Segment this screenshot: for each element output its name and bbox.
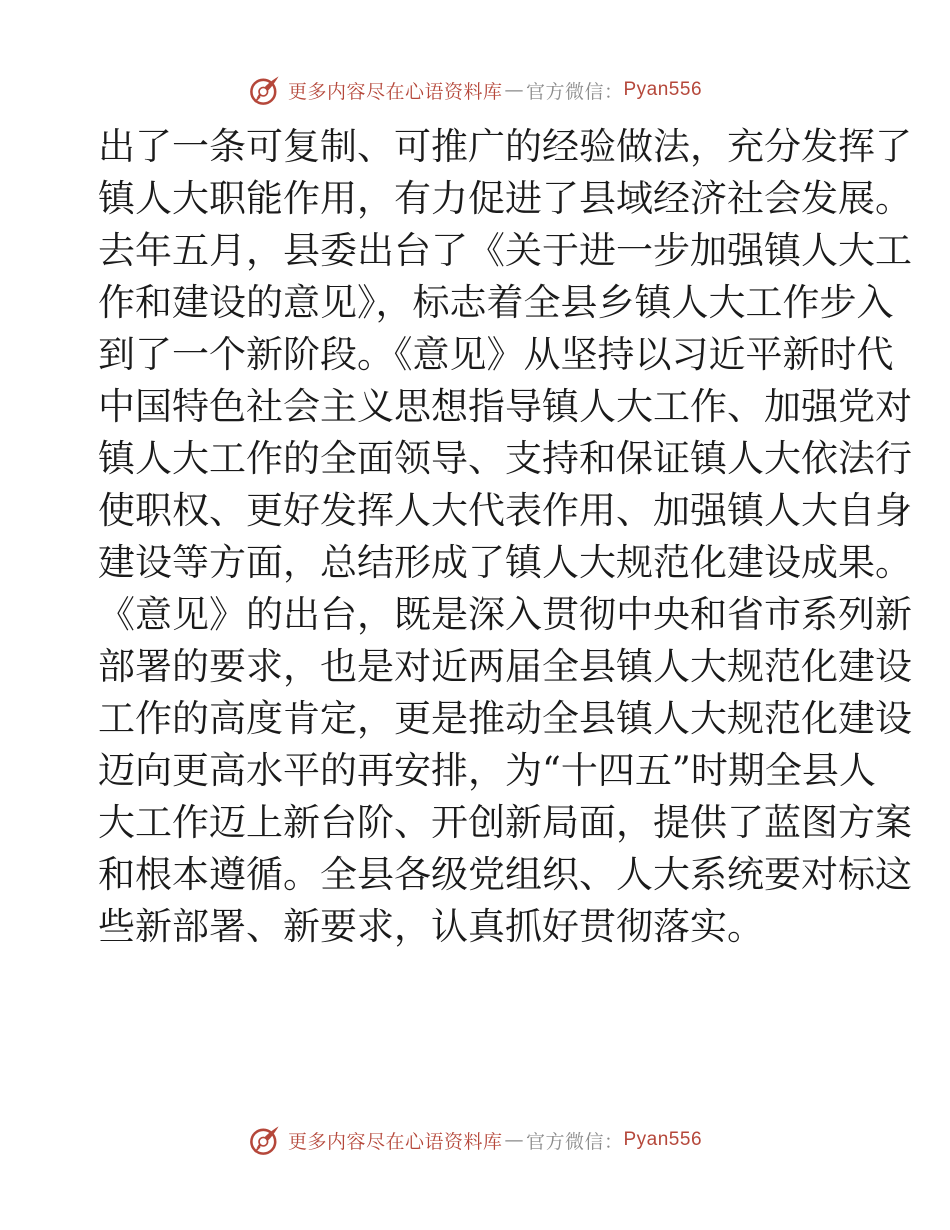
header-site-text: 更多内容尽在心语资料库 <box>287 80 503 103</box>
text-line: 些新部署、新要求，认真抓好贯彻落实。 <box>98 905 764 948</box>
text-line: 出了一条可复制、可推广的经验做法，充分发挥了 <box>98 125 912 168</box>
text-line: 到了一个新阶段。《意见》从坚持以习近平新时代 <box>98 333 894 376</box>
text-line: 部署的要求，也是对近两届全县镇人大规范化建设 <box>98 645 912 688</box>
feather-pen-logo-icon <box>248 1123 282 1157</box>
header-separator: — <box>504 79 524 101</box>
footer-wechat-label: 官方微信： <box>525 1130 624 1153</box>
feather-pen-logo-icon <box>248 73 282 107</box>
header-banner <box>0 70 950 110</box>
text-line: 迈向更高水平的再安排，为“十四五”时期全县人 <box>98 749 876 792</box>
text-line: 去年五月，县委出台了《关于进一步加强镇人大工 <box>98 229 912 272</box>
text-line: 使职权、更好发挥人大代表作用、加强镇人大自身 <box>98 489 912 532</box>
footer-wechat-id: Pyan556 <box>623 1129 703 1150</box>
body-paragraph <box>98 121 912 953</box>
header-wechat-id: Pyan556 <box>623 79 703 100</box>
text-line: 工作的高度肯定，更是推动全县镇人大规范化建设 <box>98 697 912 740</box>
text-line: 中国特色社会主义思想指导镇人大工作、加强党对 <box>98 385 912 428</box>
text-line: 作和建设的意见》，标志着全县乡镇人大工作步入 <box>98 281 894 324</box>
header-wechat-label: 官方微信： <box>525 80 624 103</box>
footer-banner <box>0 1120 950 1160</box>
footer-separator: — <box>504 1129 524 1151</box>
text-line: 《意见》的出台，既是深入贯彻中央和省市系列新 <box>98 593 912 636</box>
text-line: 镇人大职能作用，有力促进了县域经济社会发展。 <box>98 177 912 220</box>
footer-site-text: 更多内容尽在心语资料库 <box>287 1130 503 1153</box>
text-line: 大工作迈上新台阶、开创新局面，提供了蓝图方案 <box>98 801 912 844</box>
text-line: 和根本遵循。全县各级党组织、人大系统要对标这 <box>98 853 912 896</box>
text-line: 建设等方面，总结形成了镇人大规范化建设成果。 <box>98 541 912 584</box>
text-line: 镇人大工作的全面领导、支持和保证镇人大依法行 <box>98 437 912 480</box>
